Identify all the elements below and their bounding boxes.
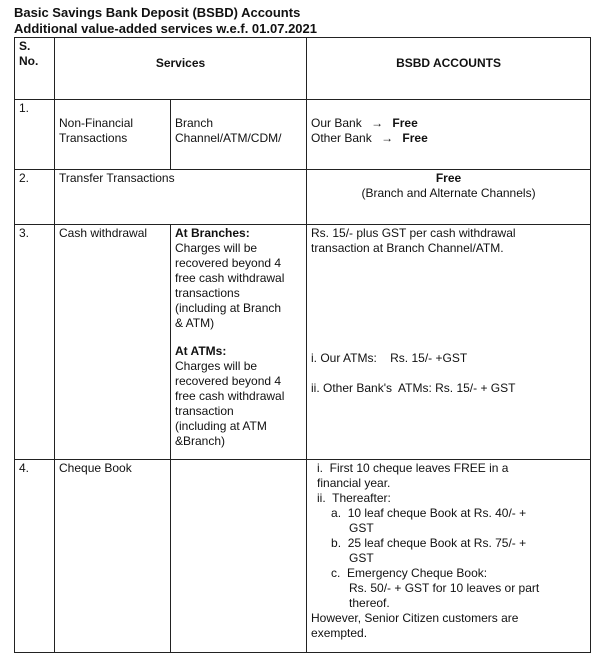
row-number: 3. — [15, 225, 55, 460]
document-title: Basic Savings Bank Deposit (BSBD) Accounts — [14, 5, 301, 20]
our-atms-charge: i. Our ATMs: Rs. 15/- +GST — [311, 351, 468, 365]
text-line: free cash withdrawal — [175, 271, 285, 285]
other-bank-value: Free — [402, 131, 428, 145]
accounts-header: BSBD ACCOUNTS — [307, 38, 591, 100]
account-charge-cell — [307, 170, 591, 225]
text-line: transactions — [175, 286, 240, 300]
account-charge-cell — [307, 225, 591, 460]
other-bank-line — [311, 131, 586, 146]
condition-cell — [171, 225, 307, 460]
text-line: &Branch) — [175, 434, 226, 448]
branches-text — [175, 241, 302, 331]
service-name: Cash withdrawal — [55, 225, 171, 460]
cheque-item-i: i. First 10 cheque leaves FREE in a — [317, 461, 509, 475]
table-row — [15, 225, 591, 460]
text-line: Charges will be — [175, 241, 258, 255]
services-header: Services — [55, 38, 307, 100]
our-bank-value: Free — [392, 116, 418, 130]
channel-line: Channel/ATM/CDM/ — [175, 131, 282, 145]
row-number: 2. — [15, 170, 55, 225]
table-row — [15, 100, 591, 170]
text-line: (including at Branch — [175, 301, 282, 315]
charges-table — [14, 37, 591, 653]
service-line: Transactions — [59, 131, 128, 145]
account-charge-cell — [307, 100, 591, 170]
cheque-item-a-cont: GST — [349, 521, 374, 535]
channel-line: Branch — [175, 116, 214, 130]
atms-heading: At ATMs: — [175, 344, 227, 358]
branches-heading: At Branches: — [175, 226, 250, 240]
table-header-row — [15, 38, 591, 100]
text-line: recovered beyond 4 — [175, 374, 282, 388]
channel-cell — [171, 100, 307, 170]
atms-text — [175, 359, 302, 449]
our-bank-line — [311, 116, 586, 131]
cheque-item-b-cont: GST — [349, 551, 374, 565]
cheque-item-c: c. Emergency Cheque Book: — [331, 566, 488, 580]
account-charge-cell — [307, 460, 591, 653]
document-subtitle: Additional value-added services w.e.f. 01.07.2021 — [14, 21, 317, 36]
charge-line: Rs. 15/- plus GST per cash withdrawal — [311, 226, 516, 240]
text-line: & ATM) — [175, 316, 215, 330]
other-atms-charge: ii. Other Bank's ATMs: Rs. 15/- + GST — [311, 381, 516, 395]
cheque-item-i-cont: financial year. — [317, 476, 391, 490]
service-name: Transfer Transactions — [55, 170, 307, 225]
cheque-note: However, Senior Citizen customers are — [311, 611, 519, 625]
text-line: recovered beyond 4 — [175, 256, 282, 270]
other-bank-label: Other Bank — [311, 131, 372, 145]
table-row — [15, 170, 591, 225]
row-number: 4. — [15, 460, 55, 653]
charge-note: (Branch and Alternate Channels) — [361, 186, 536, 200]
service-name — [55, 100, 171, 170]
text-line: (including at ATM — [175, 419, 267, 433]
text-line: Charges will be — [175, 359, 258, 373]
charge-value: Free — [435, 171, 462, 185]
cheque-item-c-cont1: Rs. 50/- + GST for 10 leaves or part — [349, 581, 540, 595]
charge-line: transaction at Branch Channel/ATM. — [311, 241, 504, 255]
channel-lines — [175, 116, 302, 146]
text-line: free cash withdrawal — [175, 389, 285, 403]
cheque-item-a: a. 10 leaf cheque Book at Rs. 40/- + — [331, 506, 527, 520]
right-arrow-icon: → — [381, 131, 394, 145]
service-line: Non-Financial — [59, 116, 134, 130]
cheque-item-b: b. 25 leaf cheque Book at Rs. 75/- + — [331, 536, 527, 550]
row-number: 1. — [15, 100, 55, 170]
service-name: Cheque Book — [55, 460, 171, 653]
sno-header-line2: No. — [19, 54, 39, 68]
empty-cell — [171, 460, 307, 653]
sno-header-line1: S. — [19, 39, 31, 53]
table-row — [15, 460, 591, 653]
sno-header — [15, 38, 55, 100]
our-bank-label: Our Bank — [311, 116, 362, 130]
cheque-item-c-cont2: thereof. — [349, 596, 390, 610]
cheque-item-ii: ii. Thereafter: — [317, 491, 391, 505]
text-line: transaction — [175, 404, 234, 418]
right-arrow-icon: → — [371, 116, 384, 130]
cheque-note-cont: exempted. — [311, 626, 368, 640]
